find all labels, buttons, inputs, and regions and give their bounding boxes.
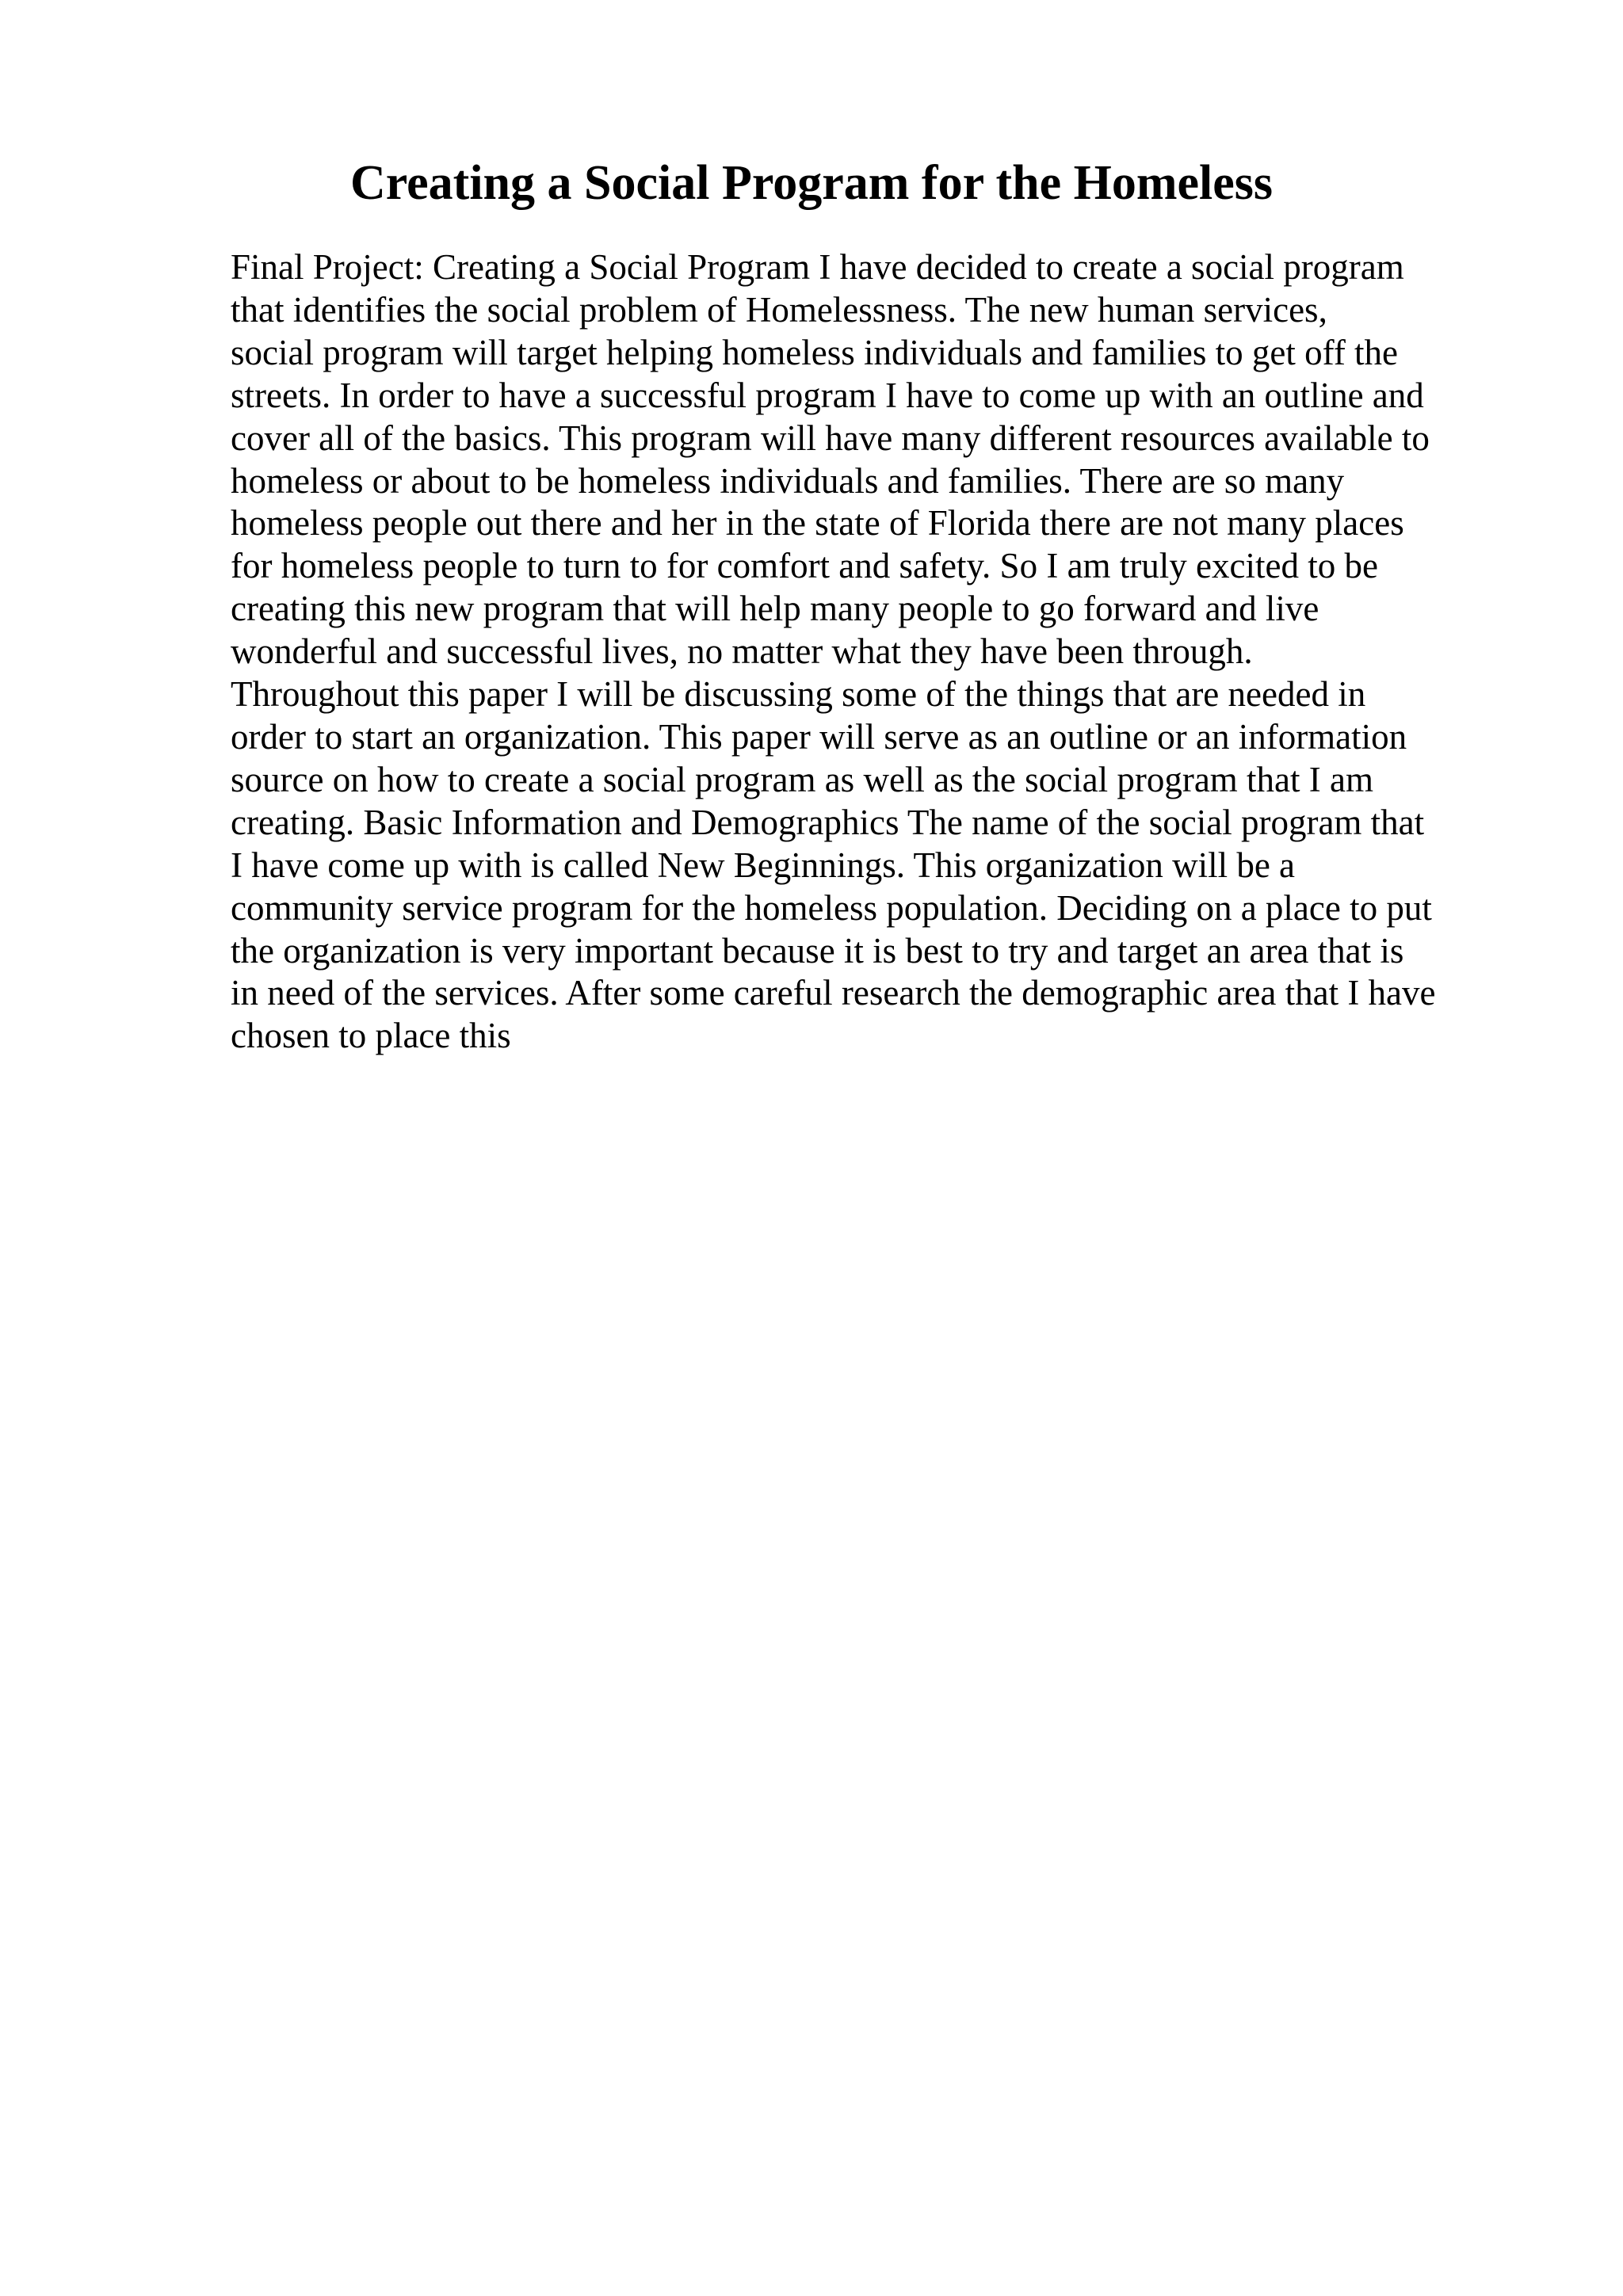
body-line: community service program for the homeless population. Deciding on a place to put: [231, 887, 1432, 928]
body-line: Final Project: Creating a Social Program I have decided to create a social program: [231, 247, 1404, 287]
body-line: social program will target helping homeless individuals and families to get off the: [231, 332, 1399, 372]
body-line: that identifies the social problem of Homelessness. The new human services,: [231, 289, 1327, 330]
body-line: wonderful and successful lives, no matter what they have been through.: [231, 631, 1253, 672]
body-line: for homeless people to turn to for comfort and safety. So I am truly excited to be: [231, 546, 1378, 586]
document-body: [231, 246, 1499, 1058]
body-line: I have come up with is called New Beginnings. This organization will be a: [231, 845, 1296, 885]
body-line: homeless people out there and her in the state of Florida there are not many places: [231, 503, 1404, 543]
document-title: Creating a Social Program for the Homeless: [349, 156, 1273, 210]
body-line: Throughout this paper I will be discussing some of the things that are needed in: [231, 674, 1366, 715]
body-line: streets. In order to have a successful program I have to come up with an outline and: [231, 375, 1424, 415]
body-line: creating. Basic Information and Demographics The name of the social program that: [231, 802, 1425, 842]
body-line: chosen to place this: [231, 1016, 511, 1056]
body-line: creating this new program that will help many people to go forward and live: [231, 589, 1319, 629]
body-line: homeless or about to be homeless individuals and families. There are so many: [231, 460, 1345, 501]
body-line: order to start an organization. This paper will serve as an outline or an information: [231, 716, 1407, 757]
body-line: cover all of the basics. This program will have many different resources available to: [231, 418, 1430, 458]
body-line: the organization is very important because it is best to try and target an area that is: [231, 930, 1404, 971]
body-line: source on how to create a social program as well as the social program that I am: [231, 759, 1373, 799]
body-line: in need of the services. After some careful research the demographic area that I have: [231, 973, 1436, 1013]
